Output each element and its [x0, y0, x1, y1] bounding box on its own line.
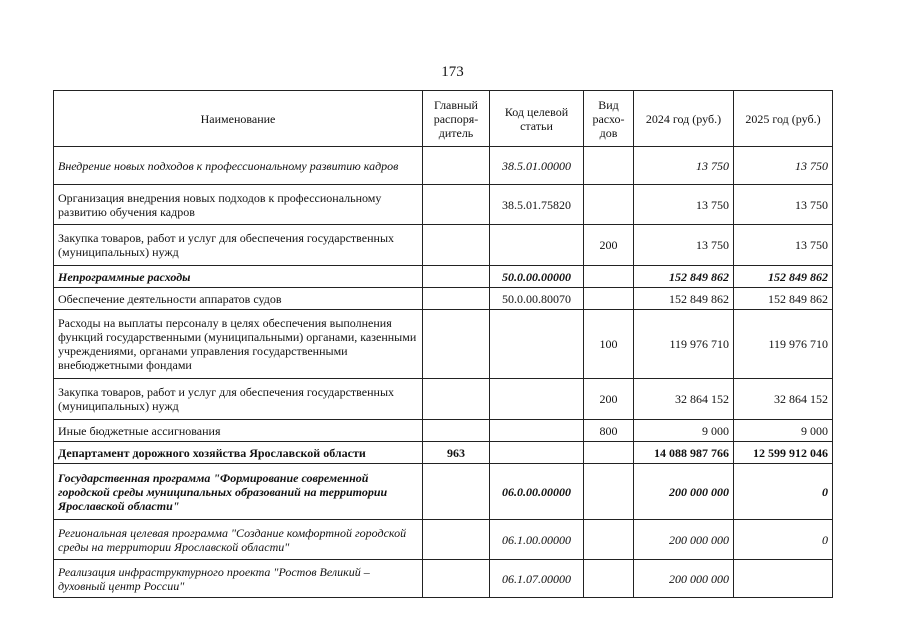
- row-admin: [423, 420, 490, 442]
- row-code: [490, 420, 584, 442]
- row-admin: [423, 147, 490, 185]
- row-admin: 963: [423, 442, 490, 464]
- row-code: [490, 442, 584, 464]
- row-2024: 200 000 000: [634, 520, 734, 560]
- header-admin: Главный распоря-дитель: [423, 91, 490, 147]
- row-2024: 119 976 710: [634, 310, 734, 379]
- table-row: [54, 147, 833, 185]
- row-2025: [734, 560, 833, 598]
- row-2025: 13 750: [734, 185, 833, 225]
- row-2024: 200 000 000: [634, 560, 734, 598]
- row-code: [490, 310, 584, 379]
- row-2025: 152 849 862: [734, 266, 833, 288]
- row-name: Непрограммные расходы: [54, 266, 423, 288]
- header-code: Код целевой статьи: [490, 91, 584, 147]
- row-name: Реализация инфраструктурного проекта "Ростов Великий – духовный центр России": [54, 560, 423, 598]
- table-row: [54, 310, 833, 379]
- row-admin: [423, 310, 490, 379]
- row-vid: 200: [584, 225, 634, 266]
- row-admin: [423, 379, 490, 420]
- row-vid: [584, 560, 634, 598]
- row-vid: [584, 185, 634, 225]
- row-code: 06.0.00.00000: [490, 464, 584, 520]
- page-number: 173: [441, 64, 464, 80]
- row-code: 38.5.01.00000: [490, 147, 584, 185]
- row-admin: [423, 185, 490, 225]
- table-row: [54, 379, 833, 420]
- row-vid: [584, 288, 634, 310]
- table-row: [54, 185, 833, 225]
- row-2025: 0: [734, 464, 833, 520]
- row-code: 06.1.00.00000: [490, 520, 584, 560]
- row-code: 50.0.00.00000: [490, 266, 584, 288]
- row-vid: [584, 147, 634, 185]
- table-header-row: [54, 91, 833, 147]
- row-2024: 32 864 152: [634, 379, 734, 420]
- row-2024: 9 000: [634, 420, 734, 442]
- row-admin: [423, 520, 490, 560]
- row-vid: [584, 520, 634, 560]
- row-name: Расходы на выплаты персоналу в целях обеспечения выполнения функций государственными (муниципальными) органами, казенными учреждениями, органами управления государственными внебюджетными фондами: [54, 310, 423, 379]
- table-row: [54, 225, 833, 266]
- table-row: [54, 266, 833, 288]
- table-row: [54, 420, 833, 442]
- header-name: Наименование: [54, 91, 423, 147]
- table-row: [54, 520, 833, 560]
- table-row: [54, 442, 833, 464]
- header-2024: 2024 год (руб.): [634, 91, 734, 147]
- row-admin: [423, 225, 490, 266]
- row-2025: 9 000: [734, 420, 833, 442]
- row-2024: 13 750: [634, 147, 734, 185]
- row-vid: 100: [584, 310, 634, 379]
- row-code: [490, 379, 584, 420]
- row-admin: [423, 560, 490, 598]
- row-2024: 13 750: [634, 185, 734, 225]
- table-row: [54, 560, 833, 598]
- header-2025: 2025 год (руб.): [734, 91, 833, 147]
- budget-table: [53, 90, 833, 598]
- row-2025: 0: [734, 520, 833, 560]
- row-2025: 32 864 152: [734, 379, 833, 420]
- row-vid: 200: [584, 379, 634, 420]
- header-vid: Вид расхо-дов: [584, 91, 634, 147]
- row-name: Закупка товаров, работ и услуг для обеспечения государственных (муниципальных) нужд: [54, 379, 423, 420]
- row-name: Организация внедрения новых подходов к профессиональному развитию обучения кадров: [54, 185, 423, 225]
- row-vid: [584, 442, 634, 464]
- row-name: Внедрение новых подходов к профессиональному развитию кадров: [54, 147, 423, 185]
- row-2025: 13 750: [734, 225, 833, 266]
- table-row: [54, 464, 833, 520]
- row-2024: 200 000 000: [634, 464, 734, 520]
- row-2025: 119 976 710: [734, 310, 833, 379]
- row-name: Закупка товаров, работ и услуг для обеспечения государственных (муниципальных) нужд: [54, 225, 423, 266]
- row-name: Обеспечение деятельности аппаратов судов: [54, 288, 423, 310]
- row-2025: 13 750: [734, 147, 833, 185]
- row-2025: 12 599 912 046: [734, 442, 833, 464]
- row-2025: 152 849 862: [734, 288, 833, 310]
- row-admin: [423, 464, 490, 520]
- row-name: Региональная целевая программа "Создание комфортной городской среды на территории Ярославской области": [54, 520, 423, 560]
- row-2024: 13 750: [634, 225, 734, 266]
- row-vid: [584, 266, 634, 288]
- row-2024: 152 849 862: [634, 266, 734, 288]
- row-admin: [423, 288, 490, 310]
- row-2024: 152 849 862: [634, 288, 734, 310]
- row-code: 38.5.01.75820: [490, 185, 584, 225]
- row-2024: 14 088 987 766: [634, 442, 734, 464]
- row-code: 06.1.07.00000: [490, 560, 584, 598]
- row-name: Иные бюджетные ассигнования: [54, 420, 423, 442]
- row-name: Государственная программа "Формирование современной городской среды муниципальных образований на территории Ярославской области": [54, 464, 423, 520]
- row-vid: 800: [584, 420, 634, 442]
- row-name: Департамент дорожного хозяйства Ярославской области: [54, 442, 423, 464]
- row-code: [490, 225, 584, 266]
- row-code: 50.0.00.80070: [490, 288, 584, 310]
- table-row: [54, 288, 833, 310]
- row-admin: [423, 266, 490, 288]
- row-vid: [584, 464, 634, 520]
